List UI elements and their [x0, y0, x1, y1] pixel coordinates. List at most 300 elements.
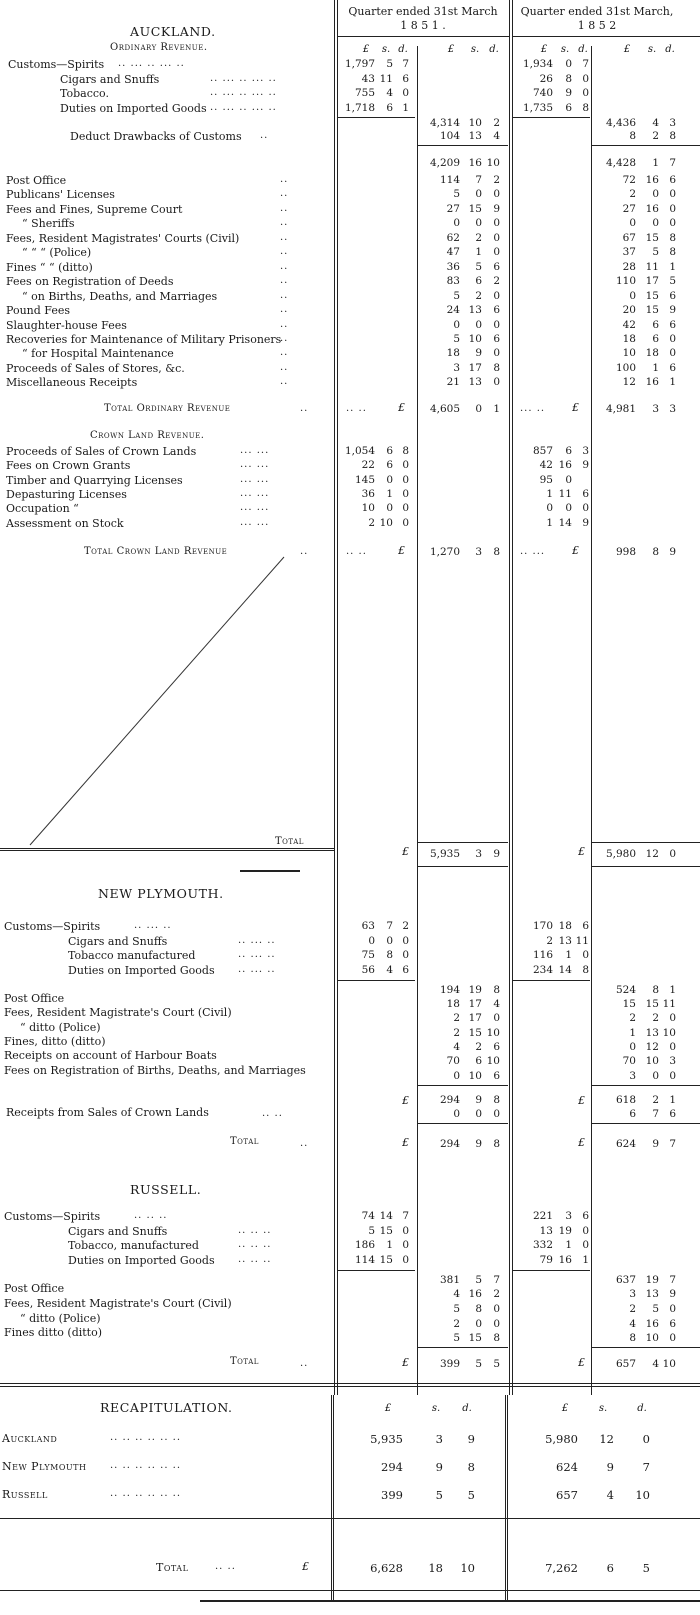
- customs-1851-shillings: 5: [386, 58, 393, 70]
- np-customs-1852-pence: 0: [582, 949, 589, 962]
- np-customs-total-1851-pounds: 194: [439, 984, 460, 996]
- crown-1852-pence: 6: [582, 487, 589, 500]
- item-1851-shillings: 2: [475, 289, 482, 302]
- crown-1851-pence: 0: [402, 487, 409, 500]
- np-item-1852-pounds: 0: [629, 1040, 636, 1053]
- leader-dots: .. ... ..: [134, 920, 172, 931]
- np-item-1851-shillings: 2: [475, 1040, 482, 1053]
- recap-row-1851-pence: 8: [467, 1460, 475, 1474]
- crown-1852-pounds: 95: [539, 473, 553, 486]
- rule-line: [0, 850, 334, 851]
- shilling-sign: s.: [560, 44, 570, 55]
- ru-item-1851-pence: 8: [493, 1332, 500, 1345]
- revenue-item-label: Post Office: [6, 174, 67, 187]
- recap-row-1852-shillings: 4: [606, 1488, 614, 1502]
- auckland-total-1851-pence: 9: [493, 848, 500, 860]
- np-total-label: Total: [230, 1136, 259, 1147]
- crown-1852-shillings: 14: [558, 516, 572, 529]
- np-item-1852-pence: 11: [662, 998, 676, 1010]
- item-1852-pence: 0: [669, 202, 676, 215]
- ru-customs-label: Tobacco, manufactured: [68, 1239, 199, 1252]
- auckland-total-1851-shillings: 3: [475, 848, 482, 860]
- auckland-total-1851-pounds: 5,935: [429, 848, 460, 860]
- np-customs-1852-pounds: 116: [532, 949, 553, 962]
- customs-1852-shillings: 0: [565, 58, 572, 70]
- np-item-1851-pence: 6: [493, 1040, 500, 1053]
- rule-line: [418, 1123, 508, 1124]
- ru-customs-1852-shillings: 3: [565, 1210, 572, 1222]
- rule-line: [592, 1085, 700, 1086]
- rule-line: [418, 1347, 508, 1348]
- item-1851-pence: 0: [493, 347, 500, 360]
- net-customs-1851-shillings: 16: [468, 157, 482, 169]
- np-sub-1851-pence: 8: [493, 1094, 500, 1106]
- crown-1852-pence: 9: [582, 516, 589, 529]
- drawbacks-1851-pence: 4: [493, 130, 500, 142]
- ru-item-1851-pounds: 5: [453, 1302, 460, 1315]
- np-crown-1852-shillings: 7: [652, 1108, 659, 1120]
- ru-customs-1852-shillings: 19: [558, 1224, 572, 1237]
- crown-1851-shillings: 1: [386, 487, 393, 500]
- crown-1851-pence: 0: [402, 516, 409, 529]
- np-customs-label: Tobacco manufactured: [68, 949, 196, 963]
- np-customs-total-1852-pence: 1: [669, 984, 676, 996]
- item-1852-shillings: 5: [652, 246, 659, 259]
- customs-1851-pounds: 1,718: [344, 101, 375, 114]
- item-1852-pounds: 0: [629, 217, 636, 230]
- np-item-1851-pounds: 0: [453, 1069, 460, 1082]
- ru-item-1851-shillings: 15: [468, 1332, 482, 1345]
- ru-customs-1851-pounds: 74: [361, 1210, 375, 1222]
- customs-total-1851-pence: 2: [493, 117, 500, 129]
- customs-1851-pence: 0: [402, 87, 409, 100]
- crown-1851-pence: 0: [402, 473, 409, 486]
- np-total-1851-shillings: 9: [475, 1138, 482, 1150]
- rule-line: [200, 1600, 700, 1602]
- item-1852-pence: 8: [669, 231, 676, 244]
- shilling-sign: s.: [647, 44, 657, 55]
- ru-item-1852-pence: 9: [669, 1288, 676, 1300]
- ru-item-1852-shillings: 10: [645, 1332, 659, 1345]
- auckland-total-label: Total: [275, 836, 304, 847]
- np-item-1851-pounds: 70: [446, 1055, 460, 1068]
- customs-1851-pence: 1: [402, 101, 409, 114]
- rule-line: [512, 1270, 590, 1271]
- customs-1851-pounds: 1,797: [344, 58, 375, 70]
- pound-mark: £: [402, 1094, 409, 1107]
- leader-dots: ..: [300, 1358, 309, 1369]
- np-customs-1852-pounds: 2: [546, 934, 553, 947]
- item-1852-shillings: 15: [645, 231, 659, 244]
- section-title-auckland: AUCKLAND.: [130, 24, 216, 39]
- item-1851-shillings: 0: [475, 217, 482, 230]
- customs-1852-pence: 0: [582, 87, 589, 100]
- leader-dots: .. ... .. ... ..: [210, 72, 277, 84]
- customs-row-label: Cigars and Snuffs: [60, 72, 160, 86]
- np-item-1852-shillings: 12: [645, 1040, 659, 1053]
- customs-1851-pounds: 755: [354, 87, 375, 100]
- leader-dots: .. ..: [346, 546, 367, 557]
- item-1851-pounds: 5: [453, 332, 460, 345]
- item-1852-pence: 6: [669, 361, 676, 374]
- np-customs-1852-pence: 11: [575, 934, 589, 947]
- np-item-1851-pounds: 2: [453, 1026, 460, 1039]
- recap-row-label: Auckland: [2, 1432, 58, 1445]
- item-1852-shillings: 1: [652, 361, 659, 374]
- np-item-label: Fines, ditto (ditto): [4, 1034, 106, 1048]
- crown-land-label: Fees on Crown Grants: [6, 459, 131, 473]
- np-customs-1852-pence: 8: [582, 964, 589, 977]
- revenue-item-label: “ for Hospital Maintenance: [22, 347, 174, 361]
- rule-line: [0, 1383, 700, 1384]
- recap-row-1851-pence: 5: [467, 1488, 475, 1502]
- crown-1852-shillings: 6: [565, 445, 572, 457]
- np-item-label: Receipts on account of Harbour Boats: [4, 1049, 217, 1063]
- item-1852-shillings: 6: [652, 332, 659, 345]
- ru-total-1852-shillings: 4: [652, 1358, 659, 1370]
- rule-line: [418, 842, 508, 843]
- ru-customs-1851-pence: 0: [402, 1253, 409, 1266]
- np-customs-1852-shillings: 13: [558, 934, 572, 947]
- np-customs-1851-shillings: 8: [386, 949, 393, 962]
- item-1852-shillings: 15: [645, 289, 659, 302]
- ru-item-1852-pounds: 4: [629, 1317, 636, 1330]
- np-item-1852-pence: 0: [669, 1012, 676, 1025]
- pence-sign: d.: [665, 44, 675, 55]
- item-1852-shillings: 17: [645, 275, 659, 288]
- np-item-1852-pence: 3: [669, 1055, 676, 1068]
- ru-customs-1851-pence: 0: [402, 1239, 409, 1251]
- pound-sign: £: [362, 44, 370, 55]
- crown-land-label: Timber and Quarrying Licenses: [6, 473, 183, 487]
- crown-1852-shillings: 11: [558, 487, 572, 500]
- np-sub-1852-pence: 1: [669, 1094, 676, 1106]
- np-customs-1851-shillings: 4: [386, 964, 393, 977]
- ru-customs-total-1852-pounds: 637: [615, 1274, 636, 1286]
- np-crown-1851-shillings: 0: [475, 1108, 482, 1120]
- revenue-item-label: “ “ “ (Police): [22, 246, 92, 260]
- leader-dots: .. ... ..: [238, 949, 276, 961]
- revenue-item-label: “ Sheriffs: [22, 217, 75, 231]
- item-1852-pence: 1: [669, 260, 676, 273]
- np-customs-1851-pence: 2: [402, 920, 409, 932]
- crown-1851-shillings: 6: [386, 459, 393, 472]
- np-item-1851-shillings: 6: [475, 1055, 482, 1068]
- item-1851-pence: 8: [493, 361, 500, 374]
- pound-mark: £: [398, 544, 405, 557]
- np-item-1851-pounds: 2: [453, 1012, 460, 1025]
- leader-dots: .. ..: [346, 403, 367, 414]
- leader-dots: ..: [280, 347, 289, 359]
- drawbacks-1851-pounds: 104: [439, 130, 460, 142]
- recap-total-1852-pence: 5: [642, 1561, 650, 1575]
- item-1852-pence: 9: [669, 304, 676, 317]
- item-1852-pounds: 12: [622, 376, 636, 389]
- leader-dots: ... ...: [240, 502, 270, 514]
- total-ordinary-1851-pounds: 4,605: [429, 403, 460, 415]
- pence-sign: d.: [578, 44, 588, 55]
- item-1851-pence: 9: [493, 202, 500, 215]
- item-1851-pounds: 24: [446, 304, 460, 317]
- crown-1851-pounds: 10: [361, 502, 375, 515]
- pound-sign: £: [540, 44, 548, 55]
- item-1852-pence: 6: [669, 174, 676, 186]
- item-1851-pence: 0: [493, 289, 500, 302]
- leader-dots: ..: [280, 275, 289, 287]
- customs-1851-pence: 7: [402, 58, 409, 70]
- crown-1851-pence: 8: [402, 445, 409, 457]
- item-1852-shillings: 16: [645, 376, 659, 389]
- item-1851-shillings: 17: [468, 361, 482, 374]
- total-crown-1851-shillings: 3: [475, 546, 482, 558]
- revenue-item-label: Miscellaneous Receipts: [6, 376, 138, 390]
- np-item-1851-shillings: 17: [468, 1012, 482, 1025]
- total-ordinary-1852-pence: 3: [669, 403, 676, 415]
- item-1852-pence: 0: [669, 217, 676, 230]
- crown-1851-shillings: 0: [386, 502, 393, 515]
- crown-1852-pence: 9: [582, 459, 589, 472]
- item-1851-shillings: 5: [475, 260, 482, 273]
- ru-customs-1851-shillings: 14: [379, 1210, 393, 1222]
- np-item-1851-pence: 0: [493, 1012, 500, 1025]
- pence-sign: d.: [489, 44, 499, 55]
- recap-total-1852-shillings: 6: [606, 1561, 614, 1575]
- crown-1852-pounds: 857: [532, 445, 553, 457]
- item-1852-pence: 6: [669, 289, 676, 302]
- ru-total-label: Total: [230, 1356, 259, 1367]
- leader-dots: ..: [280, 304, 289, 316]
- recap-pence-1851: d.: [462, 1403, 472, 1414]
- item-1851-pounds: 0: [453, 217, 460, 230]
- ru-item-1852-pence: 0: [669, 1332, 676, 1345]
- item-1851-pounds: 114: [439, 174, 460, 186]
- np-item-1852-pounds: 3: [629, 1069, 636, 1082]
- item-1852-pounds: 10: [622, 347, 636, 360]
- item-1852-pounds: 67: [622, 231, 636, 244]
- np-item-1851-shillings: 10: [468, 1069, 482, 1082]
- item-1851-shillings: 9: [475, 347, 482, 360]
- np-sub-1852-shillings: 2: [652, 1094, 659, 1106]
- np-customs-label: Cigars and Snuffs: [68, 934, 168, 948]
- pound-mark: £: [578, 1094, 585, 1107]
- crown-1852-pence: 3: [582, 445, 589, 457]
- ru-total-1851-pounds: 399: [439, 1358, 460, 1370]
- column-header-1851: Quarter ended 31st March: [348, 5, 498, 18]
- customs-1852-pounds: 26: [539, 72, 553, 85]
- item-1852-pounds: 72: [622, 174, 636, 186]
- crown-1852-shillings: 0: [565, 473, 572, 486]
- np-item-1852-shillings: 10: [645, 1055, 659, 1068]
- crown-1852-shillings: 0: [565, 502, 572, 515]
- ru-item-label: Fees, Resident Magistrate's Court (Civil): [4, 1296, 232, 1310]
- ru-customs-1852-pounds: 79: [539, 1253, 553, 1266]
- pound-mark: £: [402, 1136, 409, 1149]
- np-crown-1852-pounds: 6: [629, 1108, 636, 1120]
- rule-line: [0, 1590, 700, 1591]
- rule-line: [592, 1123, 700, 1124]
- np-item-1852-pounds: 1: [629, 1026, 636, 1039]
- ru-customs-1852-pence: 0: [582, 1224, 589, 1237]
- recap-row-1852-pounds: 624: [556, 1460, 578, 1474]
- np-item-1851-pence: 10: [486, 1026, 500, 1039]
- rule-line: [592, 866, 700, 867]
- customs-total-1852-pounds: 4,436: [605, 117, 636, 129]
- np-crown-1852-pence: 6: [669, 1108, 676, 1120]
- ru-customs-1852-pounds: 332: [532, 1239, 553, 1251]
- total-crown-1852-pence: 9: [669, 546, 676, 558]
- recap-row-1852-pence: 10: [635, 1488, 650, 1502]
- np-item-1851-pounds: 4: [453, 1040, 460, 1053]
- leader-dots: .. .. ..: [238, 1253, 272, 1265]
- shilling-sign: s.: [470, 44, 480, 55]
- item-1852-shillings: 0: [652, 217, 659, 230]
- leader-dots: ..: [280, 231, 289, 243]
- leader-dots: .. ... .. ... ..: [118, 58, 185, 69]
- recap-row-1851-pounds: 5,935: [370, 1432, 403, 1446]
- item-1852-pounds: 100: [615, 361, 636, 374]
- ru-item-1851-shillings: 0: [475, 1317, 482, 1330]
- customs-total-1852-shillings: 4: [652, 117, 659, 129]
- crown-1852-pounds: 42: [539, 459, 553, 472]
- leader-dots: ..: [280, 260, 289, 272]
- crown-land-label: Proceeds of Sales of Crown Lands: [6, 445, 197, 458]
- np-customs-total-1852-shillings: 8: [652, 984, 659, 996]
- rule-line: [0, 848, 334, 849]
- leader-dots: ..: [280, 332, 289, 344]
- leader-dots: ..: [280, 217, 289, 229]
- leader-dots: ..: [280, 361, 289, 373]
- item-1851-pence: 2: [493, 275, 500, 288]
- recap-row-1852-pence: 0: [642, 1432, 650, 1446]
- total-crown-1852-shillings: 8: [652, 546, 659, 558]
- column-header-1852: Quarter ended 31st March,: [520, 5, 674, 18]
- item-1852-shillings: 16: [645, 202, 659, 215]
- item-1852-pounds: 28: [622, 260, 636, 273]
- ru-item-1851-pence: 0: [493, 1317, 500, 1330]
- recap-row-1852-pence: 7: [642, 1460, 650, 1474]
- leader-dots: .. .. .. .. .. ..: [110, 1432, 182, 1443]
- leader-dots: ..: [280, 318, 289, 330]
- np-item-1852-pence: 0: [669, 1040, 676, 1053]
- item-1852-shillings: 15: [645, 304, 659, 317]
- ru-customs-1852-pence: 6: [582, 1210, 589, 1222]
- item-1851-pence: 0: [493, 318, 500, 331]
- customs-total-1852-pence: 3: [669, 117, 676, 129]
- recap-total-1852-pounds: 7,262: [545, 1561, 578, 1575]
- item-1851-shillings: 6: [475, 275, 482, 288]
- total-ordinary-label: Total Ordinary Revenue: [104, 403, 231, 414]
- leader-dots: .. .. ..: [134, 1210, 168, 1221]
- np-item-1851-pence: 10: [486, 1055, 500, 1068]
- ru-item-1851-pounds: 4: [453, 1288, 460, 1300]
- ru-total-1851-pence: 5: [493, 1358, 500, 1370]
- drawbacks-1851-shillings: 13: [468, 130, 482, 142]
- ru-item-1851-shillings: 8: [475, 1302, 482, 1315]
- ru-customs-1851-pence: 0: [402, 1224, 409, 1237]
- leader-dots: ..: [280, 246, 289, 258]
- revenue-item-label: Fees on Registration of Deeds: [6, 275, 174, 289]
- item-1852-pounds: 2: [629, 188, 636, 201]
- customs-row-label: Customs—Spirits: [8, 58, 105, 71]
- customs-1852-shillings: 6: [565, 101, 572, 114]
- recap-row-1851-pence: 9: [467, 1432, 475, 1446]
- pound-mark: £: [578, 845, 585, 858]
- crown-1851-pounds: 36: [361, 487, 375, 500]
- recap-row-1852-pounds: 657: [556, 1488, 578, 1502]
- recap-title: RECAPITULATION.: [100, 1400, 233, 1415]
- rule-line: [418, 1085, 508, 1086]
- recap-total-label: Total: [156, 1561, 189, 1574]
- item-1851-pounds: 5: [453, 289, 460, 302]
- revenue-item-label: “ on Births, Deaths, and Marriages: [22, 289, 218, 303]
- pence-sign: d.: [398, 44, 408, 55]
- leader-dots: ... ...: [240, 516, 270, 528]
- crown-1851-shillings: 10: [379, 516, 393, 529]
- ordinary-revenue-heading: Ordinary Revenue.: [110, 42, 208, 53]
- rule-line: [0, 1386, 700, 1387]
- customs-1852-pence: 8: [582, 101, 589, 114]
- leader-dots: .. ... ..: [238, 934, 276, 946]
- recap-row-1851-pounds: 294: [381, 1460, 403, 1474]
- np-crown-label: Receipts from Sales of Crown Lands: [6, 1106, 209, 1119]
- np-customs-1852-shillings: 1: [565, 949, 572, 962]
- crown-1851-shillings: 6: [386, 445, 393, 457]
- crown-land-label: Assessment on Stock: [6, 516, 124, 530]
- item-1851-shillings: 13: [468, 376, 482, 389]
- np-item-1851-shillings: 15: [468, 1026, 482, 1039]
- np-customs-1851-pounds: 56: [361, 964, 375, 977]
- revenue-item-label: Fines “ “ (ditto): [6, 260, 93, 274]
- ru-total-1852-pounds: 657: [615, 1358, 636, 1370]
- ru-customs-label: Duties on Imported Goods: [68, 1253, 215, 1267]
- revenue-item-label: Proceeds of Sales of Stores, &c.: [6, 361, 185, 375]
- recap-row-1851-shillings: 3: [435, 1432, 443, 1446]
- crown-1851-pounds: 2: [368, 516, 375, 529]
- np-customs-total-1851-pence: 8: [493, 984, 500, 996]
- ru-item-1852-pence: 0: [669, 1302, 676, 1315]
- ru-item-1852-shillings: 13: [645, 1288, 659, 1300]
- item-1852-pounds: 110: [615, 275, 636, 288]
- item-1851-shillings: 15: [468, 202, 482, 215]
- ru-total-1852-pence: 10: [662, 1358, 676, 1370]
- customs-1851-pounds: 43: [361, 72, 375, 85]
- customs-total-1851-shillings: 10: [468, 117, 482, 129]
- item-1852-shillings: 18: [645, 347, 659, 360]
- auckland-total-1852-shillings: 12: [645, 848, 659, 860]
- pound-mark: £: [572, 401, 579, 414]
- np-customs-1851-pounds: 0: [368, 934, 375, 947]
- np-sub-1851-pounds: 294: [439, 1094, 460, 1106]
- np-customs-1852-pounds: 170: [532, 920, 553, 932]
- item-1851-shillings: 10: [468, 332, 482, 345]
- customs-1851-shillings: 4: [386, 87, 393, 100]
- total-ordinary-1851-pence: 1: [493, 403, 500, 415]
- customs-1852-shillings: 9: [565, 87, 572, 100]
- item-1851-pence: 6: [493, 332, 500, 345]
- shilling-sign: s.: [381, 44, 391, 55]
- recap-row-1851-shillings: 9: [435, 1460, 443, 1474]
- total-ordinary-1851-shillings: 0: [475, 403, 482, 415]
- np-customs-1851-pence: 0: [402, 949, 409, 962]
- auckland-total-1852-pounds: 5,980: [605, 848, 636, 860]
- column-header-1852-year: 1 8 5 2: [577, 19, 617, 32]
- crown-land-label: Occupation “: [6, 502, 79, 516]
- drawbacks-1852-pence: 8: [669, 130, 676, 142]
- leader-dots: ... ...: [240, 445, 270, 456]
- ru-customs-label: Cigars and Snuffs: [68, 1224, 168, 1238]
- np-crown-1851-pounds: 0: [453, 1108, 460, 1120]
- customs-row-label: Duties on Imported Goods: [60, 101, 207, 115]
